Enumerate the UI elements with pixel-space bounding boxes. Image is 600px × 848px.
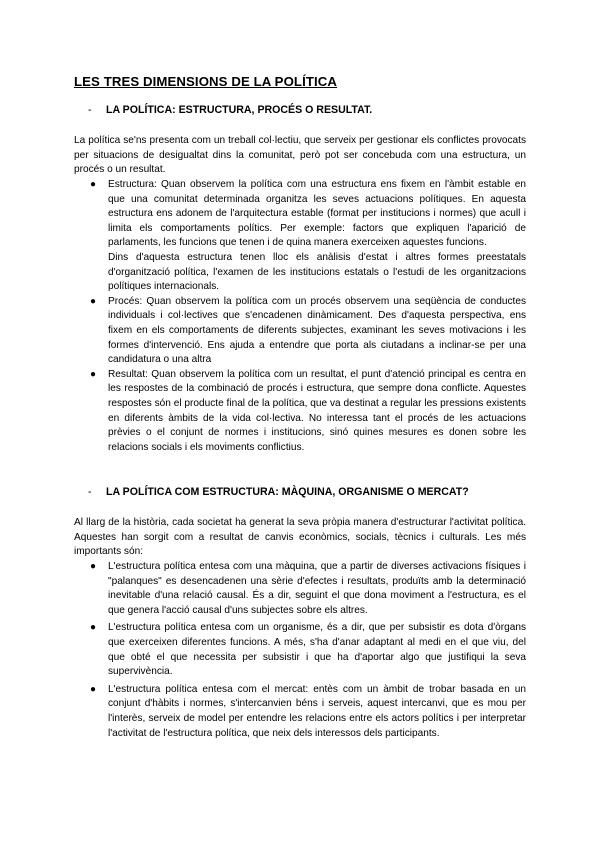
bullet-icon: ● — [90, 295, 97, 307]
list-item-text: L'estructura política entesa com un organisme, és a dir, que per subsistir es dota d'òrgans que exerceixen diferentes funcions. A més, s'ha d'anar adaptant al medi en el que viu, del que obté el que necessita per subsistir i que ha d'aportar algo que justifiqui la seva supervivència. — [108, 622, 526, 678]
list-item — [74, 683, 526, 741]
list-item-text: Estructura: Quan observem la política com una estructura ens fixem en l'àmbit estable en que una comunitat determinada organitza les seves actuacions polítiques. En aquesta estructura ens adonem de l'arquitectura estable (format per institucions i normes) que acull i limita els comportaments polítics. Per exemple: factors que expliquen l'aparició de parlaments, les funcions que tenen i de quina manera exerceixen aquestes funcions. — [108, 179, 526, 249]
section-heading — [88, 104, 372, 116]
list-item — [74, 295, 526, 368]
heading-dash: - — [88, 486, 92, 498]
list-item-text: Resultat: Quan observem la política com un resultat, el punt d'atenció principal es centra en les respostes de la combinació de procés i estructura, que sempre dona conflicte. Aquestes respostes són el producte final de la política, que va destinat a regular les pressions existents en diferents àmbits de la vida col·lectiva. No interessa tant el procés de les actuacions prèvies o el conjunt de normes i institucions, sinó quines mesures es donen sobre les relacions socials i els moviments conflictius. — [108, 368, 526, 453]
list-item-text: L'estructura política entesa com una màquina, que a partir de diverses activacions físiques i "palanques" es desencadenen una sèrie d'efectes i resultats, produïts amb la determinació inevitable d'una relació causal. És a dir, seguint el que dona moviment a l'estructura, es el que genera l'acció causal d'uns subjectes sobre els altres. — [108, 561, 526, 616]
heading-dash: - — [88, 104, 92, 116]
bullet-list — [74, 560, 526, 741]
list-item — [74, 621, 526, 679]
section-heading-text: LA POLÍTICA: ESTRUCTURA, PROCÉS O RESULTAT. — [106, 104, 373, 116]
section-heading-text: LA POLÍTICA COM ESTRUCTURA: MÀQUINA, ORGANISME O MERCAT? — [106, 486, 469, 498]
page-title: LES TRES DIMENSIONS DE LA POLÍTICA — [74, 74, 338, 89]
bullet-icon: ● — [90, 683, 97, 695]
list-item — [74, 368, 526, 456]
section-heading — [88, 486, 469, 498]
list-item — [74, 178, 526, 295]
bullet-icon: ● — [90, 622, 97, 634]
list-item-extra-text: Dins d'aquesta estructura tenen lloc els anàlisis d'estat i altres formes preestatals d'organització política, l'examen de les institucions estatals o l'estudi de les organitzacions polítiques internacionals. — [108, 251, 526, 293]
bullet-icon: ● — [90, 179, 97, 190]
section-intro: Al llarg de la història, cada societat ha generat la seva pròpia manera d'estructurar l'activitat política. Aquestes han sorgit com a resultat de canvis econòmics, socials, tècnics i culturals. Les més importants són: — [74, 517, 526, 558]
bullet-icon: ● — [90, 561, 97, 572]
list-item-text: L'estructura política entesa com el mercat: entès com un àmbit de trobar basada en un conjunt d'hàbits i normes, s'intercanvien béns i serveis, aquest intercanvi, que es mou per l'interès, serveix de model per entendre les relacions entre els actors polítics i per interpretar l'activitat de l'estructura política, que neix dels interessos dels participants. — [108, 683, 526, 739]
list-item — [74, 560, 526, 618]
list-item-text: Procés: Quan observem la política com un procés observem una seqüència de conductes individuals i col·lectives que s'encadenen dinàmicament. Des d'aquesta perspectiva, ens fixem en els comportaments de diferents subjectes, examinant les seves motivacions i les formes d'intervenció. Ens ajuda a entendre que porta als ciutadans a inclinar-se per una candidatura o una altra — [108, 295, 526, 366]
bullet-icon: ● — [90, 368, 97, 380]
bullet-list — [74, 178, 526, 455]
section-intro: La política se'ns presenta com un treball col·lectiu, que serveix per gestionar els conflictes provocats per situacions de desigualtat dins la comunitat, però pot ser concebuda com una estructura, un procés o un resultat. — [74, 135, 526, 176]
